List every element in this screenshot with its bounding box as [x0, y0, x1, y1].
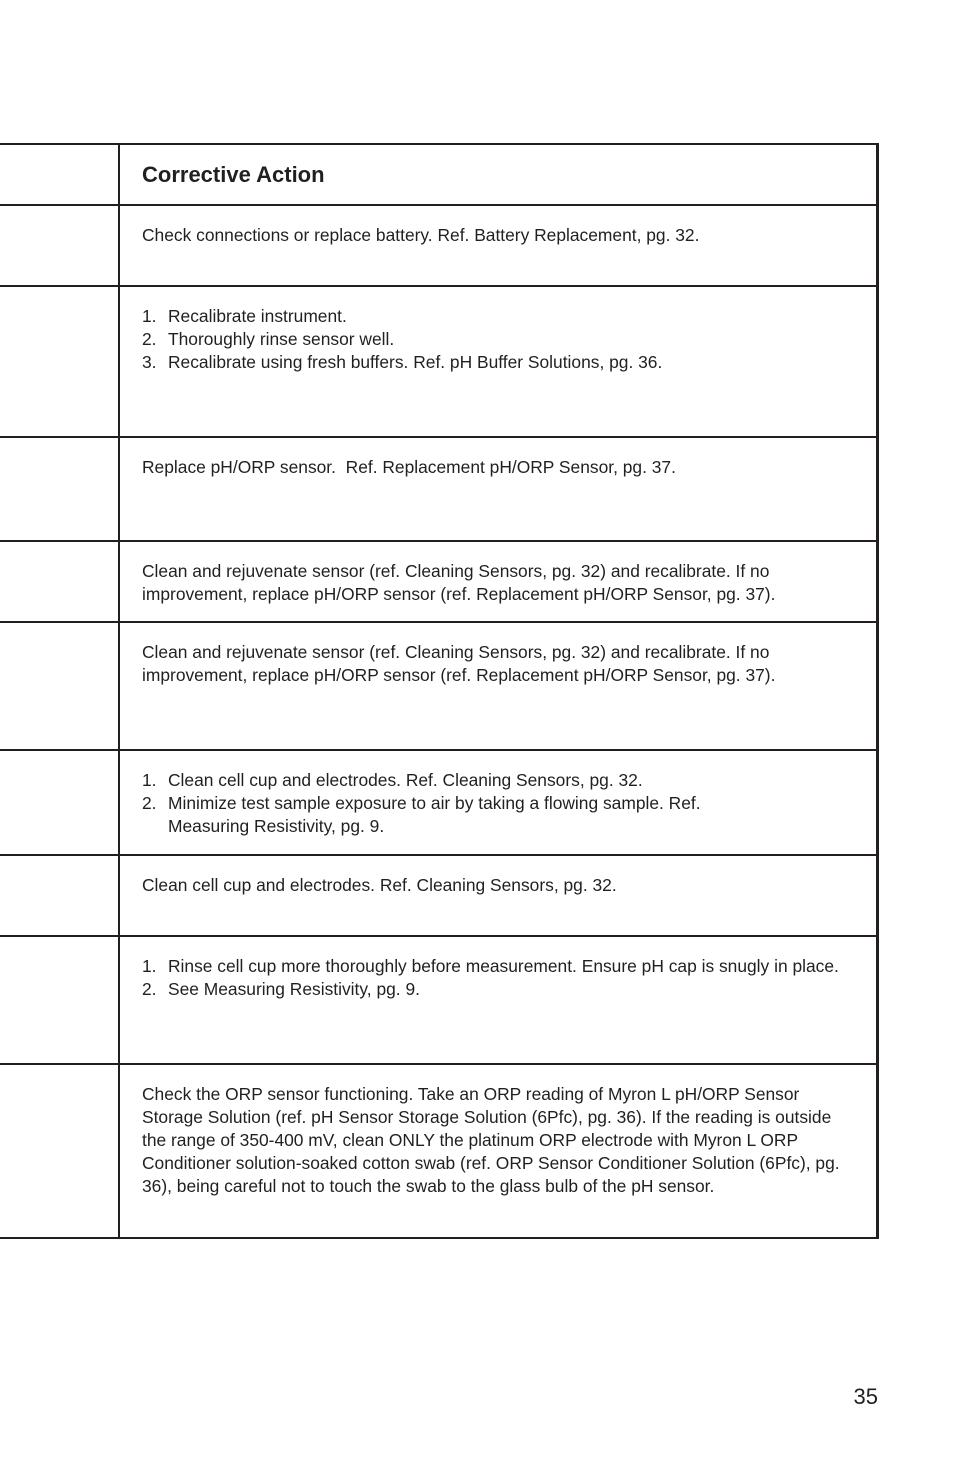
table-row — [0, 1065, 879, 1239]
list-item: 3. Recalibrate using fresh buffers. Ref. pH Buffer Solutions, pg. 36. — [142, 352, 663, 372]
left-column-cell — [0, 751, 120, 854]
table-row — [0, 438, 879, 542]
left-column-cell — [0, 438, 120, 540]
table-row — [0, 751, 879, 856]
corrective-action-cell: Clean cell cup and electrodes. Ref. Cleaning Sensors, pg. 32. — [120, 856, 879, 935]
list-item: 2. See Measuring Resistivity, pg. 9. — [142, 979, 420, 999]
left-column-cell — [0, 287, 120, 436]
table-row — [0, 206, 879, 287]
left-column-cell — [0, 856, 120, 935]
table-row — [0, 937, 879, 1065]
left-column-cell — [0, 145, 120, 204]
list-item: 2. Thoroughly rinse sensor well. — [142, 329, 395, 349]
table-row — [0, 542, 879, 623]
list-item: 1. Clean cell cup and electrodes. Ref. Cleaning Sensors, pg. 32. — [142, 770, 643, 790]
list-item: 2. Minimize test sample exposure to air by taking a flowing sample. Ref. Measuring Resistivity, pg. 9. — [142, 793, 701, 836]
table-row — [0, 287, 879, 438]
corrective-action-cell: Check connections or replace battery. Ref. Battery Replacement, pg. 32. — [120, 206, 879, 285]
corrective-action-cell — [120, 287, 879, 436]
corrective-action-cell — [120, 937, 879, 1063]
table-row — [0, 623, 879, 751]
left-column-cell — [0, 623, 120, 749]
list-item: 1. Recalibrate instrument. — [142, 306, 347, 326]
corrective-action-cell — [120, 751, 879, 854]
table-header-row — [0, 143, 879, 206]
corrective-action-cell: Replace pH/ORP sensor. Ref. Replacement pH/ORP Sensor, pg. 37. — [120, 438, 879, 540]
corrective-action-cell: Clean and rejuvenate sensor (ref. Cleaning Sensors, pg. 32) and recalibrate. If no improvement, replace pH/ORP sensor (ref. Replacement pH/ORP Sensor, pg. 37). — [120, 623, 879, 749]
page-number: 35 — [853, 1384, 878, 1409]
troubleshooting-table — [0, 143, 879, 1239]
left-column-cell — [0, 937, 120, 1063]
corrective-action-cell: Check the ORP sensor functioning. Take an ORP reading of Myron L pH/ORP Sensor Storage Solution (ref. pH Sensor Storage Solution (6Pfc), pg. 36). If the reading is outside the range of 350-400 mV, clean ONLY the platinum ORP electrode with Myron L ORP Conditioner solution-soaked cotton swab (ref. ORP Sensor Conditioner Solution (6Pfc), pg. 36), being careful not to touch the swab to the glass bulb of the pH sensor. — [120, 1065, 879, 1237]
list-item: 1. Rinse cell cup more thoroughly before measurement. Ensure pH cap is snugly in place. — [142, 956, 839, 976]
left-column-cell — [0, 1065, 120, 1237]
left-column-cell — [0, 206, 120, 285]
corrective-action-cell: Clean and rejuvenate sensor (ref. Cleaning Sensors, pg. 32) and recalibrate. If no improvement, replace pH/ORP sensor (ref. Replacement pH/ORP Sensor, pg. 37). — [120, 542, 879, 621]
column-title: Corrective Action — [120, 145, 879, 204]
left-column-cell — [0, 542, 120, 621]
table-row — [0, 856, 879, 937]
